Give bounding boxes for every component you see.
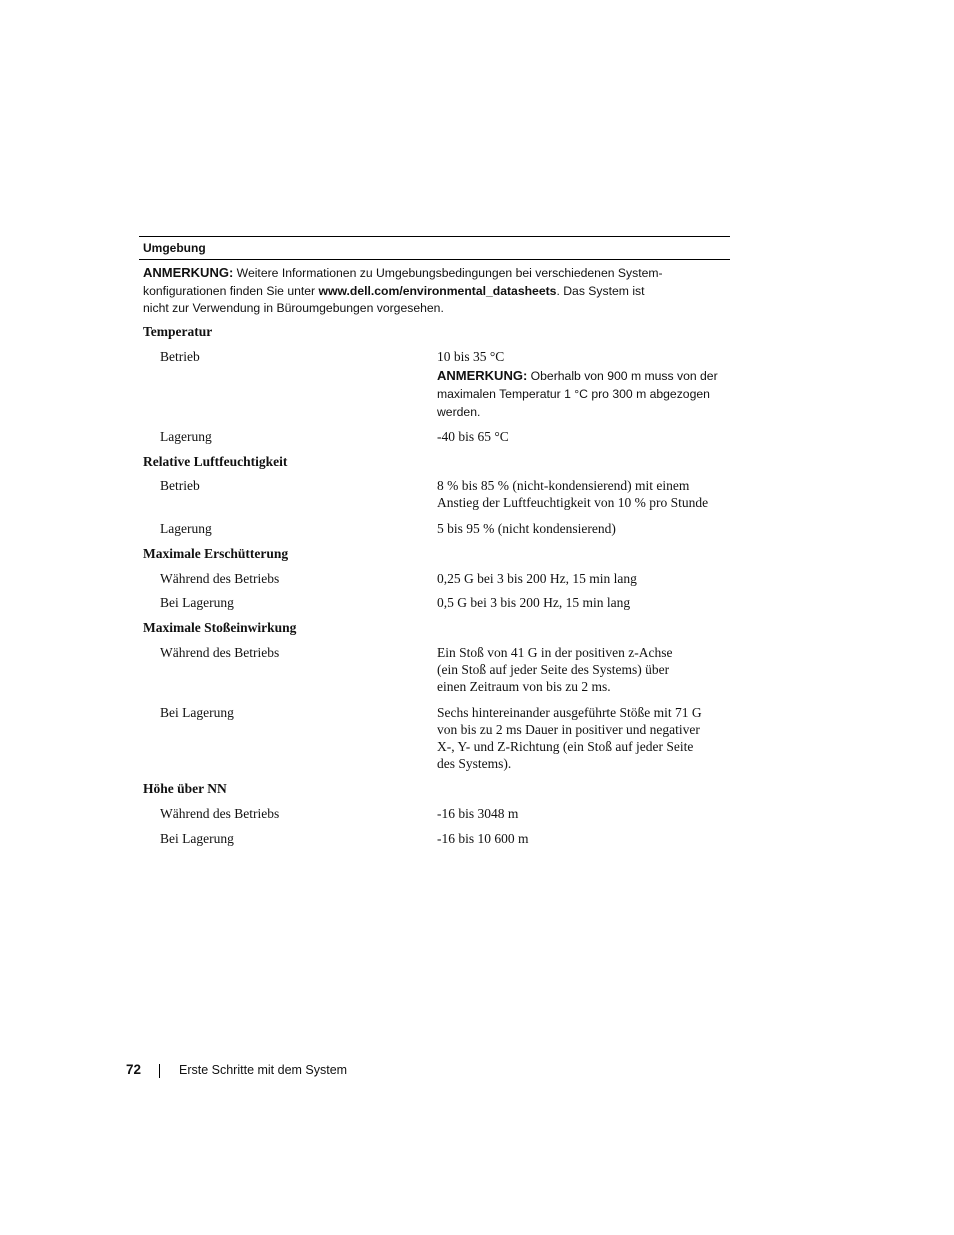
- table-header: [139, 236, 730, 260]
- note-text-2: konfigurationen finden Sie unter: [143, 283, 319, 298]
- footer-divider: [159, 1064, 160, 1078]
- note-text-3: . Das System ist: [556, 283, 645, 298]
- datasheet-url: www.dell.com/environmental_datasheets: [318, 283, 557, 298]
- shock-operating-value: [437, 644, 729, 695]
- shock-storage-line-2: von bis zu 2 ms Dauer in positiver und negativer: [437, 722, 700, 737]
- page-number: 72: [126, 1062, 142, 1077]
- shock-storage-label: Bei Lagerung: [160, 705, 234, 720]
- shock-operating-label: Während des Betriebs: [160, 645, 280, 660]
- temperature-operating-label: Betrieb: [160, 349, 200, 364]
- temperature-note-text-1: Oberhalb von 900 m muss von der: [527, 369, 718, 383]
- temperature-storage-value: -40 bis 65 °C: [437, 429, 509, 444]
- humidity-operating-line-1: 8 % bis 85 % (nicht-kondensierend) mit einem: [437, 478, 690, 493]
- temperature-note-line-1: [437, 367, 732, 385]
- temperature-note-line-3: werden.: [437, 405, 481, 419]
- altitude-operating-value: -16 bis 3048 m: [437, 806, 519, 821]
- altitude-storage-value: -16 bis 10 600 m: [437, 831, 529, 846]
- shock-operating-line-1: Ein Stoß von 41 G in der positiven z-Achse: [437, 645, 673, 660]
- note-line-3: nicht zur Verwendung in Büroumgebungen vorgesehen.: [143, 301, 444, 315]
- shock-operating-line-3: einen Zeitraum von bis zu 2 ms.: [437, 679, 611, 694]
- note-label: ANMERKUNG:: [143, 265, 234, 280]
- altitude-operating-label: Während des Betriebs: [160, 806, 280, 821]
- shock-operating-line-2: (ein Stoß auf jeder Seite des Systems) über: [437, 662, 670, 677]
- shock-heading: Maximale Stoßeinwirkung: [143, 620, 297, 635]
- vibration-heading: Maximale Erschütterung: [143, 546, 289, 561]
- temperature-operating-value: 10 bis 35 °C: [437, 349, 505, 364]
- footer-title: Erste Schritte mit dem System: [179, 1063, 348, 1077]
- shock-storage-value: [437, 704, 729, 772]
- shock-storage-line-1: Sechs hintereinander ausgeführte Stöße mit 71 G: [437, 705, 702, 720]
- humidity-operating-line-2: Anstieg der Luftfeuchtigkeit von 10 % pro Stunde: [437, 495, 709, 510]
- vibration-storage-value: 0,5 G bei 3 bis 200 Hz, 15 min lang: [437, 595, 631, 610]
- humidity-operating-label: Betrieb: [160, 478, 200, 493]
- note-line-2: [143, 283, 703, 301]
- humidity-heading: Relative Luftfeuchtigkeit: [143, 454, 288, 469]
- altitude-heading: Höhe über NN: [143, 781, 227, 796]
- vibration-storage-label: Bei Lagerung: [160, 595, 234, 610]
- temperature-note: [437, 367, 732, 421]
- temperature-heading: Temperatur: [143, 324, 213, 339]
- humidity-storage-value: 5 bis 95 % (nicht kondensierend): [437, 521, 616, 536]
- humidity-storage-label: Lagerung: [160, 521, 212, 536]
- shock-storage-line-4: des Systems).: [437, 756, 512, 771]
- altitude-storage-label: Bei Lagerung: [160, 831, 234, 846]
- humidity-operating-value: [437, 477, 729, 511]
- vibration-operating-label: Während des Betriebs: [160, 571, 280, 586]
- note-line-1: [143, 264, 703, 283]
- vibration-operating-value: 0,25 G bei 3 bis 200 Hz, 15 min lang: [437, 571, 637, 586]
- temperature-note-label: ANMERKUNG:: [437, 368, 528, 383]
- temperature-storage-label: Lagerung: [160, 429, 212, 444]
- shock-storage-line-3: X-, Y- und Z-Richtung (ein Stoß auf jeder Seite: [437, 739, 694, 754]
- general-note: [143, 264, 703, 318]
- note-text-1: Weitere Informationen zu Umgebungsbedingungen bei verschiedenen System-: [233, 266, 663, 280]
- temperature-note-line-2: maximalen Temperatur 1 °C pro 300 m abgezogen: [437, 387, 710, 401]
- table-title: Umgebung: [143, 241, 206, 255]
